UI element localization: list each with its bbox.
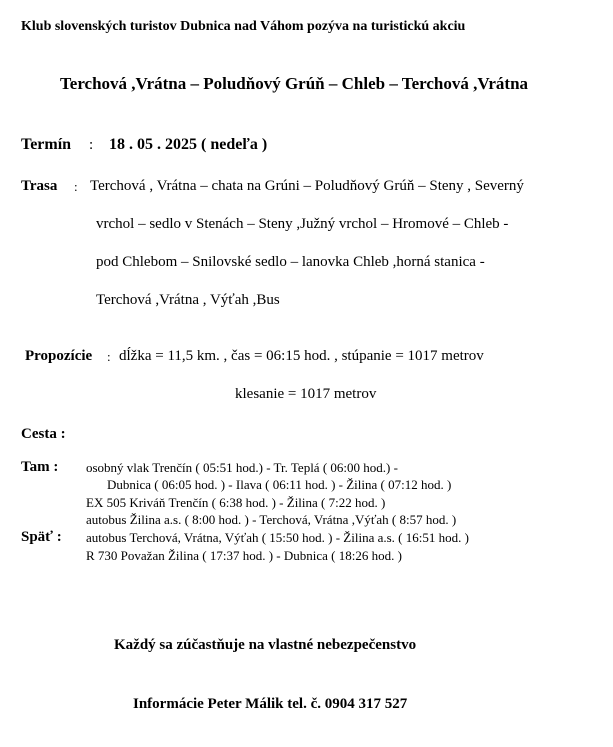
termin-date: 18 . 05 . 2025 ( nedeľa ) [109,136,268,153]
trasa-line: Terchová , Vrátna – chata na Grúni – Poludňový Grúň – Steny , Severný [90,178,524,194]
trasa-line: pod Chlebom – Snilovské sedlo – lanovka Chleb ,horná stanica - [96,254,485,270]
trasa-line: Terchová ,Vrátna , Výťah ,Bus [96,292,280,308]
tam-label: Tam : [21,459,59,475]
tam-line: osobný vlak Trenčín ( 05:51 hod.) - Tr. Teplá ( 06:00 hod.) - [86,460,398,475]
organizer-header: Klub slovenských turistov Dubnica nad Váhom pozýva na turistickú akciu [21,19,466,34]
propozicie-separator: : [107,349,111,364]
propozicie-details: dĺžka = 11,5 km. , čas = 06:15 hod. , stúpanie = 1017 metrov [119,348,484,364]
event-title: Terchová ,Vrátna – Poludňový Grúň – Chleb – Terchová ,Vrátna [60,74,529,93]
spat-line: R 730 Považan Žilina ( 17:37 hod. ) - Dubnica ( 18:26 hod. ) [86,548,402,563]
disclaimer: Každý sa zúčastňuje na vlastné nebezpečenstvo [114,637,417,653]
spat-line: autobus Terchová, Vrátna, Výťah ( 15:50 hod. ) - Žilina a.s. ( 16:51 hod. ) [86,530,469,545]
trasa-line: vrchol – sedlo v Stenách – Steny ,Južný vrchol – Hromové – Chleb - [96,216,509,232]
contact-info: Informácie Peter Málik tel. č. 0904 317 527 [133,696,408,712]
tam-line: autobus Žilina a.s. ( 8:00 hod. ) - Terchová, Vrátna ,Výťah ( 8:57 hod. ) [86,512,457,527]
trasa-separator: : [74,179,78,194]
spat-label: Späť : [21,529,62,545]
termin-label: Termín [21,136,72,153]
cesta-label: Cesta : [21,426,66,442]
propozicie-descent: klesanie = 1017 metrov [235,386,377,402]
tam-line: Dubnica ( 06:05 hod. ) - Ilava ( 06:11 hod. ) - Žilina ( 07:12 hod. ) [107,477,452,492]
trasa-label: Trasa [21,178,58,194]
termin-separator: : [89,137,94,153]
propozicie-label: Propozície [25,348,93,364]
tam-line: EX 505 Kriváň Trenčín ( 6:38 hod. ) - Žilina ( 7:22 hod. ) [86,495,386,510]
